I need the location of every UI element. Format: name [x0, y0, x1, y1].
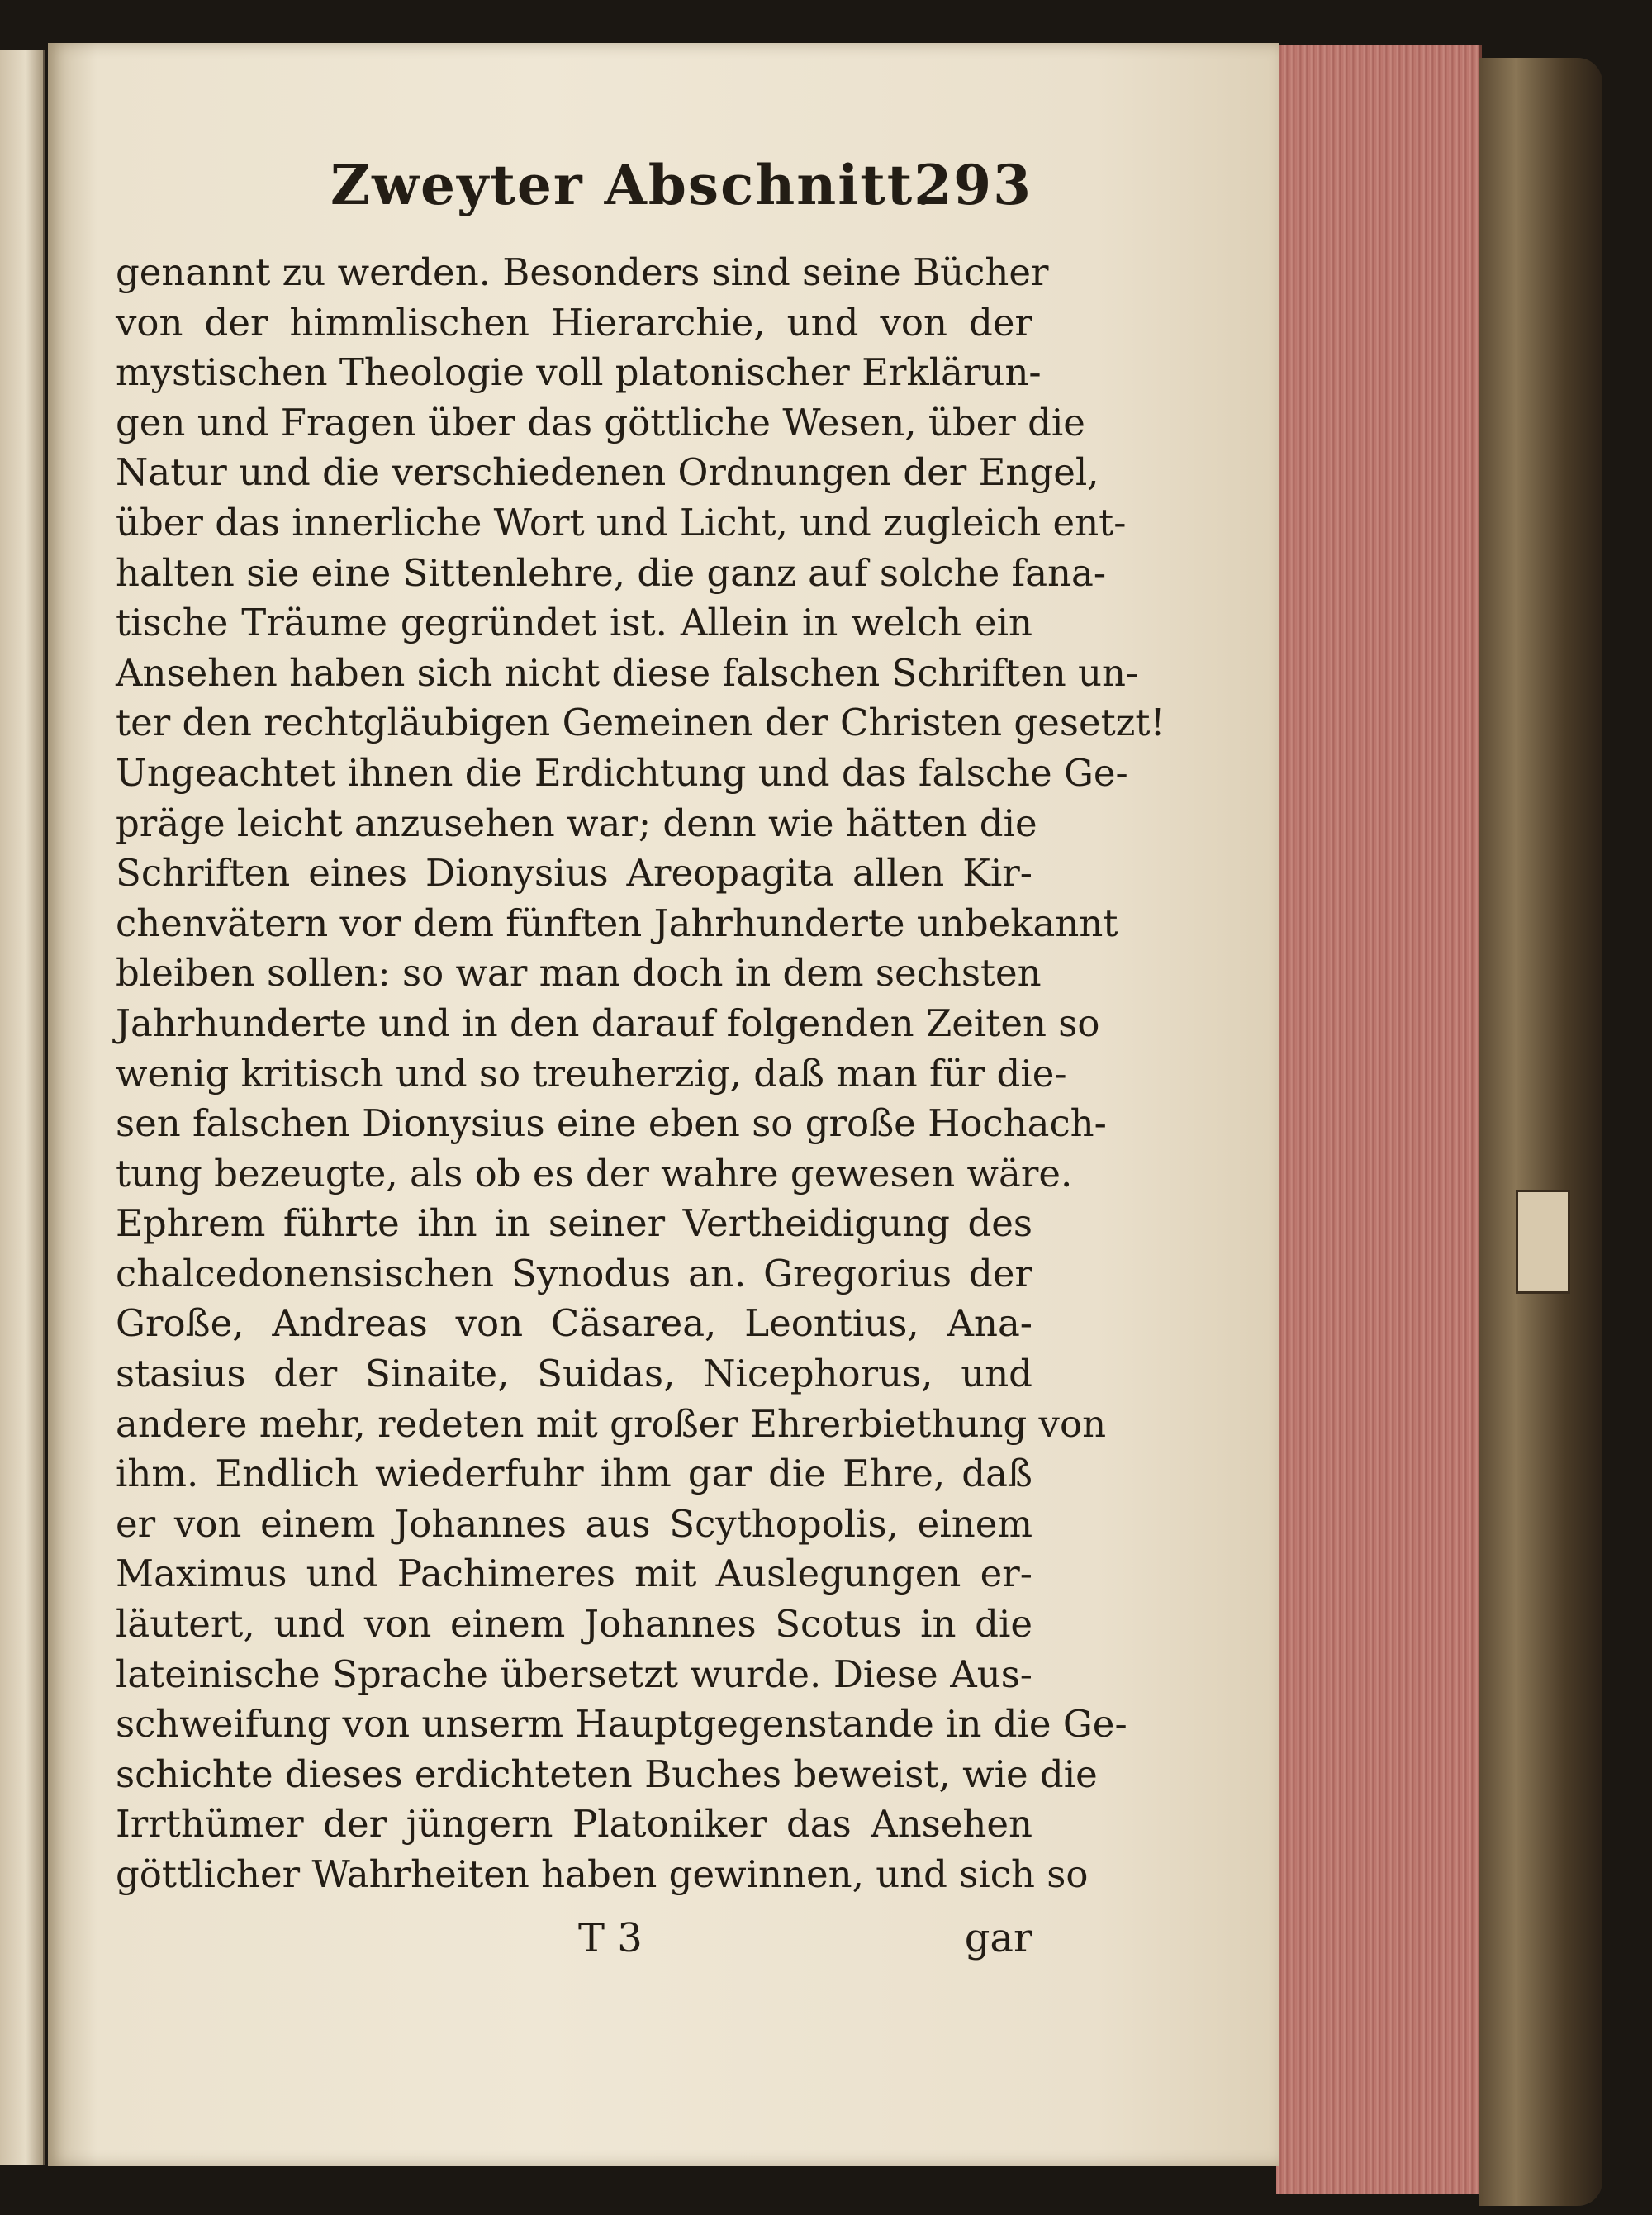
- text-line: präge leicht anzusehen war; denn wie hätten die: [116, 801, 1037, 845]
- binding-tab: [1516, 1190, 1570, 1294]
- text-line: mystischen Theologie voll platonischer Erklärun-: [116, 350, 1042, 395]
- running-title: Zweyter Abschnitt.: [330, 153, 935, 217]
- previous-page-edge: [0, 50, 45, 2165]
- running-head: [330, 145, 1032, 244]
- text-line: Ephrem führte ihn in seiner Vertheidigung des: [116, 1201, 1032, 1246]
- text-line: halten sie eine Sittenlehre, die ganz auf solche fana-: [116, 550, 1107, 595]
- text-line: lateinische Sprache übersetzt wurde. Diese Aus-: [116, 1652, 1032, 1696]
- text-line: bleiben sollen: so war man doch in dem sechsten: [116, 951, 1042, 996]
- text-line: göttlicher Wahrheiten haben gewinnen, und sich so: [116, 1852, 1089, 1896]
- text-line: von der himmlischen Hierarchie, und von der: [116, 300, 1032, 345]
- text-line: tische Träume gegründet ist. Allein in welch ein: [116, 601, 1032, 645]
- text-line: chalcedonensischen Synodus an. Gregorius der: [116, 1251, 1032, 1295]
- text-line: gen und Fragen über das göttliche Wesen, über die: [116, 400, 1085, 444]
- book-binding: [1479, 58, 1602, 2206]
- text-line: Ansehen haben sich nicht diese falschen Schriften un-: [116, 650, 1139, 695]
- text-line: Jahrhunderte und in den darauf folgenden Zeiten so: [116, 1001, 1100, 1045]
- text-line: Natur und die verschiedenen Ordnungen der Engel,: [116, 450, 1099, 495]
- text-line: Maximus und Pachimeres mit Auslegungen er-: [116, 1552, 1032, 1596]
- text-line: sen falschen Dionysius eine eben so große Hochach-: [116, 1101, 1107, 1146]
- text-line: tung bezeugte, als ob es der wahre gewesen wäre.: [116, 1151, 1073, 1195]
- text-line: Ungeachtet ihnen die Erdichtung und das falsche Ge-: [116, 750, 1128, 795]
- text-line: schweifung von unserm Hauptgegenstande in die Ge-: [116, 1702, 1127, 1747]
- text-line: chenvätern vor dem fünften Jahrhunderte unbekannt: [116, 901, 1118, 945]
- text-line: ter den rechtgläubigen Gemeinen der Christen gesetzt!: [116, 701, 1165, 745]
- signature-mark: T 3: [578, 1915, 643, 1961]
- text-line: er von einem Johannes aus Scythopolis, einem: [116, 1501, 1032, 1546]
- text-line: Irrthümer der jüngern Platoniker das Ansehen: [116, 1802, 1032, 1847]
- page-block-fore-edge: [1276, 45, 1482, 2194]
- text-line: andere mehr, redeten mit großer Ehrerbiethung von: [116, 1401, 1107, 1446]
- text-line: schichte dieses erdichteten Buches beweist, wie die: [116, 1752, 1098, 1796]
- text-line: Schriften eines Dionysius Areopagita allen Kir-: [116, 851, 1032, 896]
- text-line: über das innerliche Wort und Licht, und zugleich ent-: [116, 500, 1127, 544]
- body-text: [116, 248, 1165, 1900]
- text-line: wenig kritisch und so treuherzig, daß man für die-: [116, 1051, 1067, 1096]
- text-line: stasius der Sinaite, Suidas, Nicephorus, und: [116, 1352, 1032, 1396]
- catchword: gar: [964, 1915, 1032, 1961]
- text-line: läutert, und von einem Johannes Scotus in die: [116, 1602, 1032, 1647]
- text-line: Große, Andreas von Cäsarea, Leontius, Ana-: [116, 1301, 1032, 1346]
- page-footer: [116, 1915, 1032, 1973]
- page-number: 293: [914, 153, 1032, 217]
- text-line: genannt zu werden. Besonders sind seine Bücher: [116, 250, 1049, 294]
- text-line: ihm. Endlich wiederfuhr ihm gar die Ehre, daß: [116, 1452, 1032, 1496]
